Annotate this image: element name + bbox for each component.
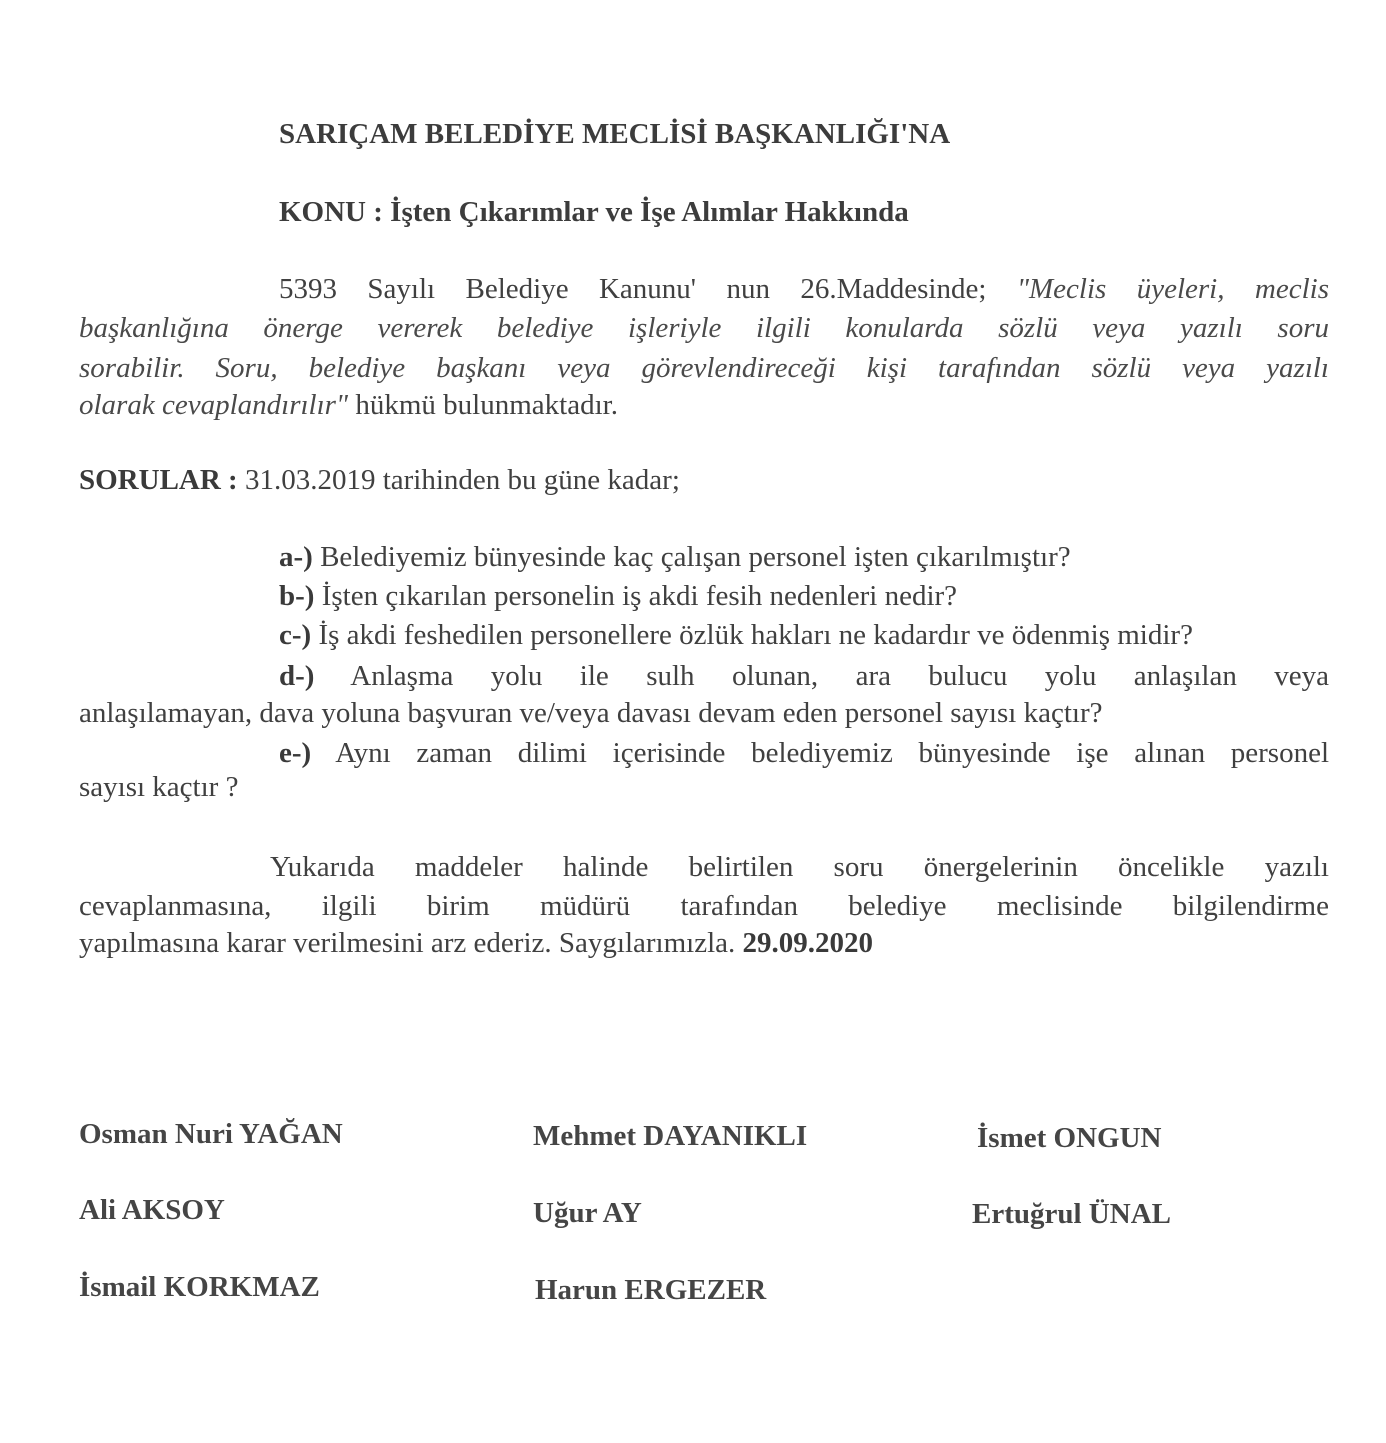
question-marker: d-) [279, 660, 315, 692]
signatory-name: Ertuğrul ÜNAL [972, 1198, 1171, 1230]
subject-text: İşten Çıkarımlar ve İşe Alımlar Hakkında [390, 196, 909, 228]
question-d-continuation: anlaşılamayan, dava yoluna başvuran ve/veya davası devam eden personel sayısı kaçtır? [79, 697, 1103, 729]
question-marker: e-) [279, 737, 312, 769]
question-item-e [279, 737, 1329, 770]
question-text: Aynı zaman dilimi içerisinde belediyemiz bünyesinde işe alınan personel [335, 737, 1330, 769]
signatory-name: Uğur AY [533, 1197, 642, 1229]
question-item-d [279, 660, 1329, 693]
intro-line-3: sorabilir. Soru, belediye başkanı veya görevlendireceği kişi tarafından sözlü veya yazılı [79, 352, 1329, 384]
question-item-c [279, 621, 1193, 650]
intro-line-1 [279, 273, 1329, 306]
questions-label: SORULAR : [79, 464, 238, 496]
question-text: İşten çıkarılan personelin iş akdi fesih nedenleri nedir? [321, 580, 958, 612]
question-text: İş akdi feshedilen personellere özlük hakları ne kadardır ve ödenmiş midir? [318, 619, 1193, 651]
question-text: Belediyemiz bünyesinde kaç çalışan personel işten çıkarılmıştır? [320, 541, 1071, 573]
intro-quote-end: olarak cevaplandırılır" [79, 389, 349, 421]
signatory-name: İsmet ONGUN [977, 1122, 1162, 1154]
questions-intro-text: 31.03.2019 tarihinden bu güne kadar; [244, 464, 680, 496]
closing-text: yapılmasına karar verilmesini arz ederiz. Saygılarımızla. [79, 927, 736, 959]
question-marker: b-) [279, 580, 315, 612]
question-item-b [279, 582, 957, 611]
closing-line-1: Yukarıda maddeler halinde belirtilen soru önergelerinin öncelikle yazılı [270, 851, 1329, 883]
intro-plain-end: hükmü bulunmaktadır. [355, 389, 618, 421]
signatory-name: Ali AKSOY [79, 1194, 225, 1226]
subject-label: KONU : [279, 196, 383, 228]
intro-line-2: başkanlığına önerge vererek belediye işleriyle ilgili konularda sözlü veya yazılı soru [79, 312, 1329, 344]
closing-line-2: cevaplanmasına, ilgili birim müdürü tarafından belediye meclisinde bilgilendirme [79, 890, 1329, 922]
intro-line-4 [79, 391, 618, 420]
question-marker: a-) [279, 541, 313, 573]
signatory-name: İsmail KORKMAZ [79, 1271, 320, 1303]
question-e-continuation: sayısı kaçtır ? [79, 771, 239, 803]
intro-quote-start: "Meclis üyeleri, meclis [1016, 273, 1329, 305]
questions-header [79, 466, 680, 495]
signatory-name: Osman Nuri YAĞAN [79, 1118, 343, 1150]
subject-line [279, 196, 909, 229]
signatory-name: Mehmet DAYANIKLI [533, 1120, 808, 1152]
question-text: Anlaşma yolu ile sulh olunan, ara bulucu yolu anlaşılan veya [350, 660, 1329, 692]
intro-plain-text: 5393 Sayılı Belediye Kanunu' nun 26.Maddesinde; [279, 273, 987, 305]
question-marker: c-) [279, 619, 312, 651]
question-item-a [279, 543, 1071, 572]
signatory-name: Harun ERGEZER [535, 1274, 767, 1306]
addressee-heading: SARIÇAM BELEDİYE MECLİSİ BAŞKANLIĞI'NA [279, 118, 951, 150]
closing-line-3 [79, 929, 873, 958]
closing-date: 29.09.2020 [742, 927, 874, 959]
